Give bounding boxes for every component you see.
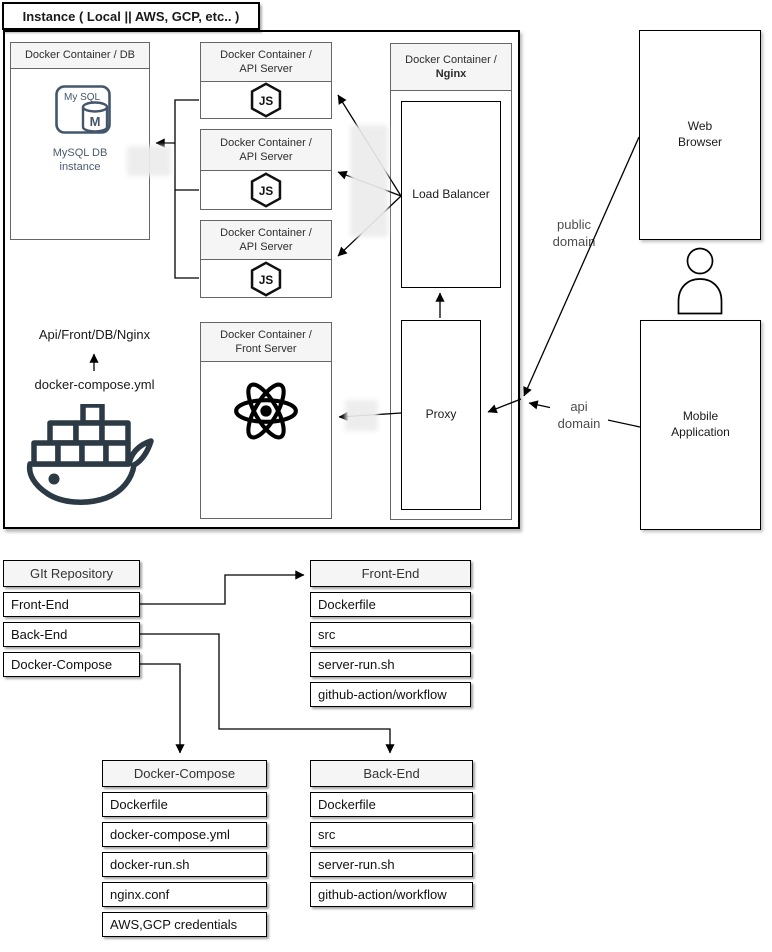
instance-title xyxy=(2,2,260,30)
db-container-header: Docker Container / DB xyxy=(11,43,149,69)
nodejs-icon xyxy=(249,261,283,297)
table-row: src xyxy=(310,822,473,847)
api-server-container-3 xyxy=(200,220,332,298)
table-row: github-action/workflow xyxy=(310,882,473,907)
public-domain-label: public domain xyxy=(552,217,596,249)
table-row: Dockerfile xyxy=(310,792,473,817)
redaction-blur xyxy=(350,125,388,237)
table-row: server-run.sh xyxy=(310,852,473,877)
back-end-table-title: Back-End xyxy=(310,760,473,787)
api-server-header: Docker Container / API Server xyxy=(201,130,331,171)
front-end-table-title: Front-End xyxy=(310,560,471,587)
table-row: src xyxy=(310,622,471,647)
mysql-icon-text: My SQL xyxy=(64,92,101,103)
back-end-table xyxy=(310,760,473,907)
nodejs-icon xyxy=(249,172,283,208)
table-row: Front-End xyxy=(3,592,140,617)
front-server-container xyxy=(200,322,332,519)
git-repository-table xyxy=(3,560,140,677)
mobile-application-box: Mobile Application xyxy=(640,320,761,530)
load-balancer-box: Load Balancer xyxy=(401,101,501,288)
web-browser-box: Web Browser xyxy=(639,30,761,240)
nodejs-icon xyxy=(249,82,283,118)
table-row: github-action/workflow xyxy=(310,682,471,707)
mysql-db-label: MySQL DB instance xyxy=(52,147,108,174)
table-row: docker-run.sh xyxy=(102,852,267,877)
svg-text:JS: JS xyxy=(258,273,274,287)
api-server-header: Docker Container / API Server xyxy=(201,221,331,260)
api-server-container-1 xyxy=(200,42,332,119)
front-server-header: Docker Container / Front Server xyxy=(201,323,331,362)
redaction-blur xyxy=(345,400,378,431)
table-row: Dockerfile xyxy=(102,792,267,817)
proxy-box: Proxy xyxy=(401,320,481,510)
git-repository-table-title: GIt Repository xyxy=(3,560,140,587)
api-server-header: Docker Container / API Server xyxy=(201,43,331,82)
api-domain-label: api domain xyxy=(550,399,608,433)
table-row: nginx.conf xyxy=(102,882,267,907)
person-icon xyxy=(676,247,724,315)
svg-text:JS: JS xyxy=(258,184,274,198)
table-row: Back-End xyxy=(3,622,140,647)
compose-services-label: Api/Front/DB/Nginx xyxy=(38,327,151,342)
table-row: AWS,GCP credentials xyxy=(102,912,267,937)
instance-title-text: Instance ( Local || AWS, GCP, etc.. ) xyxy=(22,8,240,24)
table-row: Docker-Compose xyxy=(3,652,140,677)
docker-compose-table xyxy=(102,760,267,937)
table-row: docker-compose.yml xyxy=(102,822,267,847)
nginx-container-header: Docker Container / Nginx xyxy=(391,44,511,91)
compose-file-label: docker-compose.yml xyxy=(34,377,155,392)
api-server-container-2 xyxy=(200,129,332,210)
svg-text:JS: JS xyxy=(258,94,274,108)
docker-whale-icon xyxy=(26,404,156,512)
table-row: server-run.sh xyxy=(310,652,471,677)
db-container xyxy=(10,42,150,240)
docker-compose-table-title: Docker-Compose xyxy=(102,760,267,787)
table-row: Dockerfile xyxy=(310,592,471,617)
react-icon xyxy=(231,380,301,442)
mysql-icon-letter: M xyxy=(89,114,101,129)
front-end-table xyxy=(310,560,471,707)
redaction-blur xyxy=(127,146,171,176)
mysql-database-icon xyxy=(55,85,111,135)
